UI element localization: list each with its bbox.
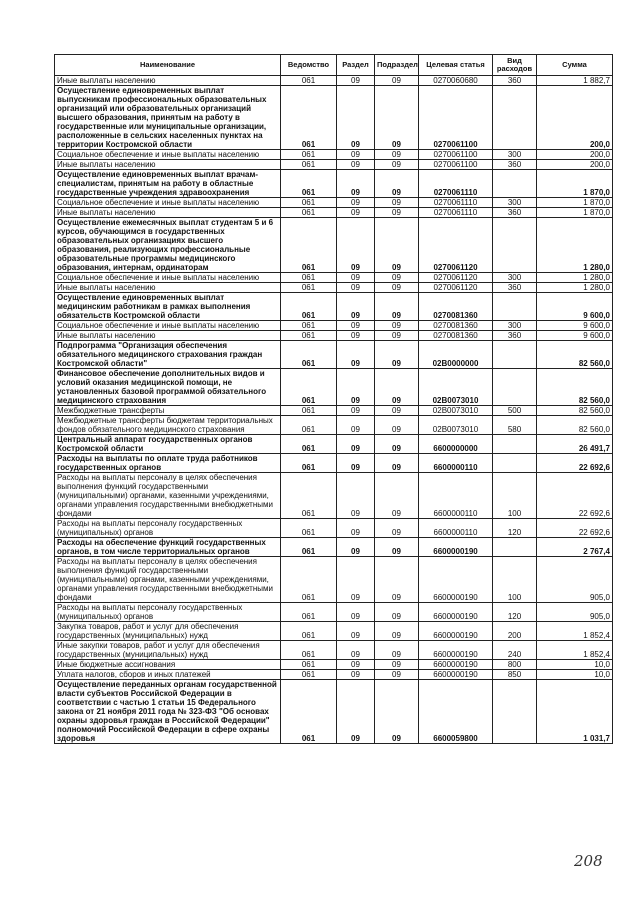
row-podrazdel: 09 [375,321,419,331]
row-sum: 10,0 [537,660,613,670]
row-sum: 82 560,0 [537,416,613,435]
row-sum: 22 692,6 [537,454,613,473]
table-row [55,454,613,473]
row-name: Иные закупки товаров, работ и услуг для обеспечения государственных (муниципальных) нужд [55,641,281,660]
row-vedomstvo: 061 [281,454,337,473]
table-row [55,680,613,744]
row-name: Социальное обеспечение и иные выплаты населению [55,198,281,208]
row-article: 0270061120 [419,273,493,283]
row-vedomstvo: 061 [281,660,337,670]
row-razdel: 09 [337,454,375,473]
row-article: 6600000190 [419,622,493,641]
row-razdel: 09 [337,680,375,744]
row-article: 02В0073010 [419,369,493,406]
table-row [55,416,613,435]
budget-table-sheet [54,54,612,744]
row-article: 0270061110 [419,198,493,208]
row-podrazdel: 09 [375,283,419,293]
row-podrazdel: 09 [375,198,419,208]
row-razdel: 09 [337,283,375,293]
row-razdel: 09 [337,416,375,435]
row-podrazdel: 09 [375,670,419,680]
row-article: 0270061100 [419,160,493,170]
row-razdel: 09 [337,86,375,150]
row-vedomstvo: 061 [281,641,337,660]
row-article: 02В0073010 [419,416,493,435]
row-vid: 300 [493,321,537,331]
row-sum: 1 882,7 [537,76,613,86]
row-vid: 360 [493,76,537,86]
row-vid: 360 [493,283,537,293]
row-razdel: 09 [337,406,375,416]
row-article: 6600000190 [419,538,493,557]
col-header-vid: Вид расходов [493,55,537,76]
row-article: 0270061120 [419,283,493,293]
row-sum: 1 280,0 [537,273,613,283]
row-razdel: 09 [337,435,375,454]
row-name: Расходы на выплаты персоналу в целях обеспечения выполнения функций государственными (муниципальными) органами, казенными учреждениями, органами управления государственными внебюджетными фондами [55,557,281,603]
table-row [55,86,613,150]
row-name: Социальное обеспечение и иные выплаты населению [55,321,281,331]
row-podrazdel: 09 [375,519,419,538]
table-row [55,473,613,519]
row-article: 0270081360 [419,331,493,341]
table-row [55,435,613,454]
row-razdel: 09 [337,603,375,622]
row-podrazdel: 09 [375,603,419,622]
row-razdel: 09 [337,218,375,273]
row-vid [493,454,537,473]
row-name: Уплата налогов, сборов и иных платежей [55,670,281,680]
row-razdel: 09 [337,273,375,283]
row-sum: 200,0 [537,160,613,170]
table-row [55,293,613,321]
row-article: 0270061120 [419,218,493,273]
row-article: 0270061100 [419,150,493,160]
row-vedomstvo: 061 [281,473,337,519]
row-name: Социальное обеспечение и иные выплаты населению [55,150,281,160]
row-sum: 9 600,0 [537,293,613,321]
row-vedomstvo: 061 [281,170,337,198]
row-vedomstvo: 061 [281,208,337,218]
row-article: 6600000190 [419,670,493,680]
row-sum: 905,0 [537,557,613,603]
table-row [55,660,613,670]
row-sum: 1 852,4 [537,641,613,660]
row-razdel: 09 [337,473,375,519]
row-vid [493,538,537,557]
row-vedomstvo: 061 [281,369,337,406]
row-podrazdel: 09 [375,557,419,603]
row-razdel: 09 [337,622,375,641]
row-razdel: 09 [337,293,375,321]
row-name: Расходы на выплаты персоналу государственных (муниципальных) органов [55,603,281,622]
row-name: Финансовое обеспечение дополнительных видов и условий оказания медицинской помощи, не установленных базовой программой обязательного медицинского страхования [55,369,281,406]
row-podrazdel: 09 [375,170,419,198]
row-vedomstvo: 061 [281,331,337,341]
table-row [55,603,613,622]
row-sum: 22 692,6 [537,473,613,519]
row-sum: 82 560,0 [537,406,613,416]
row-vid: 580 [493,416,537,435]
row-name: Осуществление единовременных выплат выпускникам профессиональных образовательных организаций или образовательных организаций высшего образования, принятым на работу в государственные или муниципальные организации, расположенные в сельских населенных пунктах на территории Костромской области [55,86,281,150]
row-podrazdel: 09 [375,454,419,473]
row-sum: 1 280,0 [537,283,613,293]
row-vedomstvo: 061 [281,160,337,170]
row-vid: 500 [493,406,537,416]
row-podrazdel: 09 [375,538,419,557]
table-row [55,170,613,198]
row-razdel: 09 [337,198,375,208]
row-article: 6600000110 [419,454,493,473]
row-razdel: 09 [337,660,375,670]
row-name: Иные бюджетные ассигнования [55,660,281,670]
row-name: Осуществление ежемесячных выплат студентам 5 и 6 курсов, обучающимся в государственных образовательных организациях высшего образования, реализующих профессиональные образовательные программы медицинского образования, интернам, ординаторам [55,218,281,273]
table-row [55,160,613,170]
row-name: Расходы на выплаты по оплате труда работников государственных органов [55,454,281,473]
row-podrazdel: 09 [375,76,419,86]
row-article: 6600000110 [419,473,493,519]
row-vedomstvo: 061 [281,293,337,321]
row-sum: 9 600,0 [537,321,613,331]
row-razdel: 09 [337,557,375,603]
row-sum: 1 852,4 [537,622,613,641]
row-vid: 360 [493,160,537,170]
row-podrazdel: 09 [375,273,419,283]
row-sum: 22 692,6 [537,519,613,538]
row-vid: 360 [493,331,537,341]
row-vid: 120 [493,519,537,538]
col-header-article: Целевая статья [419,55,493,76]
table-row [55,218,613,273]
col-header-sum: Сумма [537,55,613,76]
table-row [55,208,613,218]
row-vedomstvo: 061 [281,603,337,622]
row-name: Иные выплаты населению [55,283,281,293]
row-podrazdel: 09 [375,622,419,641]
row-article: 0270061100 [419,86,493,150]
row-razdel: 09 [337,160,375,170]
row-sum: 1 870,0 [537,208,613,218]
page-number: 208 [574,852,603,870]
row-podrazdel: 09 [375,416,419,435]
row-name: Осуществление единовременных выплат врачам-специалистам, принятым на работу в областные государственные учреждения здравоохранения [55,170,281,198]
row-vedomstvo: 061 [281,416,337,435]
row-vid [493,341,537,369]
row-name: Осуществление единовременных выплат медицинским работникам в рамках выполнения обязательств Костромской области [55,293,281,321]
row-vedomstvo: 061 [281,218,337,273]
row-vedomstvo: 061 [281,86,337,150]
row-vid: 300 [493,198,537,208]
table-row [55,341,613,369]
table-row [55,406,613,416]
row-vid [493,435,537,454]
row-sum: 200,0 [537,150,613,160]
row-razdel: 09 [337,331,375,341]
row-vid: 200 [493,622,537,641]
row-name: Иные выплаты населению [55,76,281,86]
row-vedomstvo: 061 [281,76,337,86]
row-article: 0270061110 [419,170,493,198]
row-razdel: 09 [337,641,375,660]
row-name: Центральный аппарат государственных органов Костромской области [55,435,281,454]
row-sum: 1 031,7 [537,680,613,744]
row-sum: 10,0 [537,670,613,680]
row-article: 0270081360 [419,321,493,331]
row-podrazdel: 09 [375,341,419,369]
table-row [55,369,613,406]
table-header-row [55,55,613,76]
row-vedomstvo: 061 [281,435,337,454]
row-article: 6600000110 [419,519,493,538]
row-vid [493,680,537,744]
row-razdel: 09 [337,170,375,198]
row-sum: 1 280,0 [537,218,613,273]
row-article: 0270061110 [419,208,493,218]
row-vid [493,369,537,406]
table-row [55,150,613,160]
row-vid: 360 [493,208,537,218]
row-podrazdel: 09 [375,660,419,670]
row-razdel: 09 [337,208,375,218]
row-podrazdel: 09 [375,218,419,273]
row-podrazdel: 09 [375,680,419,744]
table-row [55,198,613,208]
row-name: Расходы на выплаты персоналу в целях обеспечения выполнения функций государственными (муниципальными) органами, казенными учреждениями, органами управления государственными внебюджетными фондами [55,473,281,519]
row-name: Расходы на обеспечение функций государственных органов, в том числе территориальных органов [55,538,281,557]
row-vedomstvo: 061 [281,680,337,744]
row-vedomstvo: 061 [281,557,337,603]
table-row [55,670,613,680]
row-podrazdel: 09 [375,86,419,150]
row-name: Межбюджетные трансферты бюджетам территориальных фондов обязательного медицинского страхования [55,416,281,435]
row-vid: 850 [493,670,537,680]
row-vedomstvo: 061 [281,406,337,416]
row-vid: 300 [493,150,537,160]
row-sum: 1 870,0 [537,170,613,198]
row-sum: 200,0 [537,86,613,150]
row-name: Иные выплаты населению [55,160,281,170]
row-vid [493,86,537,150]
row-sum: 82 560,0 [537,369,613,406]
row-article: 6600059800 [419,680,493,744]
row-vedomstvo: 061 [281,670,337,680]
row-article: 02В0073010 [419,406,493,416]
row-article: 6600000000 [419,435,493,454]
row-razdel: 09 [337,341,375,369]
table-row [55,557,613,603]
row-name: Межбюджетные трансферты [55,406,281,416]
row-vid [493,218,537,273]
row-vedomstvo: 061 [281,622,337,641]
row-podrazdel: 09 [375,160,419,170]
row-vid: 120 [493,603,537,622]
table-row [55,622,613,641]
table-row [55,641,613,660]
row-sum: 9 600,0 [537,331,613,341]
row-vid: 240 [493,641,537,660]
row-vedomstvo: 061 [281,273,337,283]
row-podrazdel: 09 [375,331,419,341]
row-podrazdel: 09 [375,293,419,321]
row-sum: 905,0 [537,603,613,622]
row-podrazdel: 09 [375,369,419,406]
row-article: 02В0000000 [419,341,493,369]
row-podrazdel: 09 [375,435,419,454]
col-header-vedomstvo: Ведомство [281,55,337,76]
row-name: Подпрограмма "Организация обеспечения обязательного медицинского страхования граждан Костромской области" [55,341,281,369]
row-razdel: 09 [337,76,375,86]
row-article: 6600000190 [419,557,493,603]
row-name: Социальное обеспечение и иные выплаты населению [55,273,281,283]
row-article: 6600000190 [419,603,493,622]
row-razdel: 09 [337,369,375,406]
row-vid: 100 [493,473,537,519]
row-name: Закупка товаров, работ и услуг для обеспечения государственных (муниципальных) нужд [55,622,281,641]
table-row [55,76,613,86]
row-name: Иные выплаты населению [55,208,281,218]
row-article: 0270060680 [419,76,493,86]
row-vid: 100 [493,557,537,603]
table-row [55,538,613,557]
row-sum: 1 870,0 [537,198,613,208]
table-row [55,321,613,331]
row-vid [493,293,537,321]
row-sum: 2 767,4 [537,538,613,557]
row-podrazdel: 09 [375,473,419,519]
row-vedomstvo: 061 [281,198,337,208]
table-row [55,331,613,341]
row-vedomstvo: 061 [281,150,337,160]
row-sum: 26 491,7 [537,435,613,454]
row-name: Осуществление переданных органам государственной власти субъектов Российской Федерации в соответствии с частью 1 статьи 15 Федерального закона от 21 ноября 2011 года № 323-ФЗ "Об основах охраны здоровья граждан в Российской Федерации" полномочий Российской Федерации в сфере охраны здоровья [55,680,281,744]
table-row [55,283,613,293]
row-sum: 82 560,0 [537,341,613,369]
row-vedomstvo: 061 [281,519,337,538]
row-razdel: 09 [337,519,375,538]
row-vedomstvo: 061 [281,321,337,331]
row-podrazdel: 09 [375,641,419,660]
row-article: 6600000190 [419,660,493,670]
row-vid: 800 [493,660,537,670]
row-article: 0270081360 [419,293,493,321]
row-podrazdel: 09 [375,208,419,218]
col-header-name: Наименование [55,55,281,76]
row-razdel: 09 [337,150,375,160]
row-razdel: 09 [337,321,375,331]
table-row [55,519,613,538]
col-header-podrazdel: Подраздел [375,55,419,76]
row-vedomstvo: 061 [281,538,337,557]
row-vid [493,170,537,198]
row-vedomstvo: 061 [281,341,337,369]
row-name: Иные выплаты населению [55,331,281,341]
row-name: Расходы на выплаты персоналу государственных (муниципальных) органов [55,519,281,538]
table-row [55,273,613,283]
row-vedomstvo: 061 [281,283,337,293]
row-article: 6600000190 [419,641,493,660]
row-podrazdel: 09 [375,406,419,416]
row-podrazdel: 09 [375,150,419,160]
row-razdel: 09 [337,538,375,557]
col-header-razdel: Раздел [337,55,375,76]
budget-table [54,54,613,744]
row-vid: 300 [493,273,537,283]
row-razdel: 09 [337,670,375,680]
